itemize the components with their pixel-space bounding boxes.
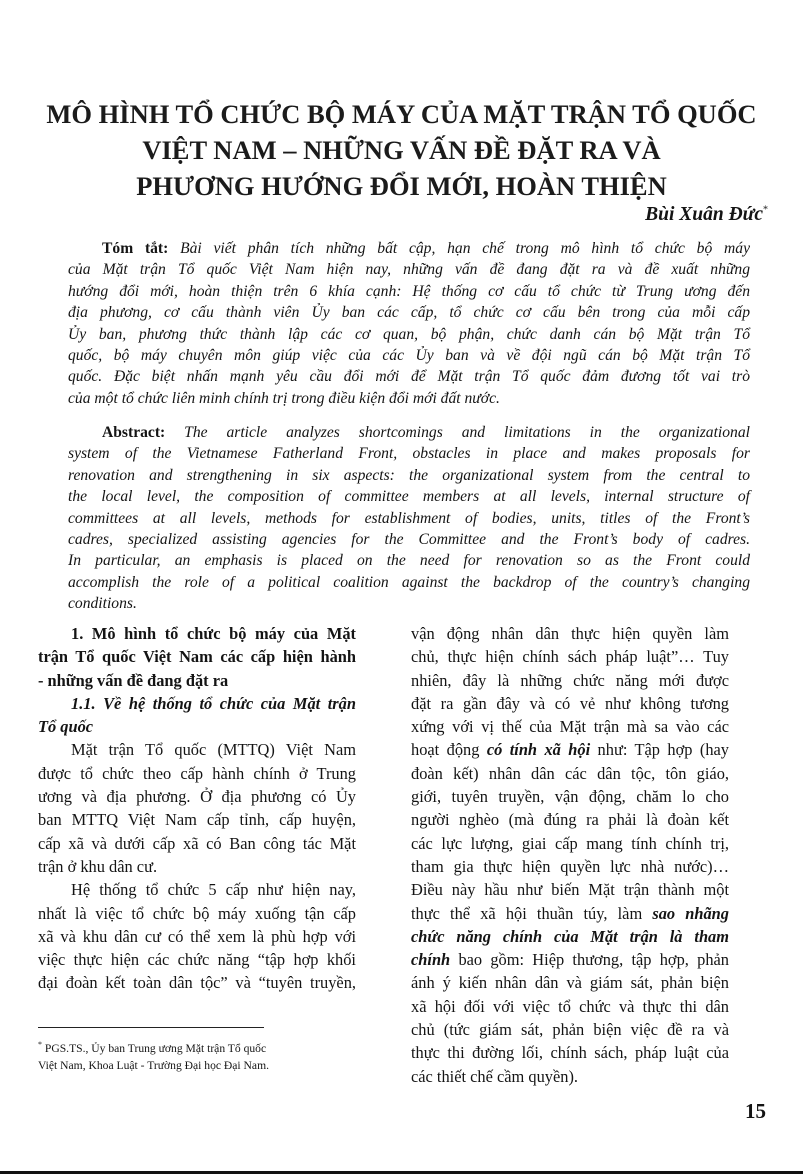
body-line: được tổ chức theo cấp hành chính ở Trung	[38, 763, 356, 783]
body-line: Mặt trận Tổ quốc (MTTQ) Việt Nam	[71, 740, 356, 760]
body-line: nhiên, đây là những chức năng mới được	[411, 670, 729, 690]
body-line: giới, tuyên truyền, vận động, chăm lo cho	[411, 787, 729, 807]
summary-vietnamese	[68, 238, 750, 409]
body-line: xã hội đối với việc tổ chức và thực thi dân	[411, 996, 729, 1016]
body-text: hoạt động	[411, 740, 487, 760]
abstract-line: In particular, an emphasis is placed on the need for renovation so as the Front could	[68, 552, 750, 570]
summary-line: của Mặt trận Tổ quốc Việt Nam hiện nay, những vấn đề đang đặt ra và đề xuất những	[68, 261, 750, 279]
title-line: PHƯƠNG HƯỚNG ĐỔI MỚI, HOÀN THIỆN	[136, 171, 667, 201]
footnote-mark: *	[38, 1040, 42, 1049]
section-heading: 1. Mô hình tổ chức bộ máy của Mặt	[71, 624, 356, 643]
summary-line: quốc, bộ máy chuyên môn giúp việc của các Ủy ban và về đội ngũ cán bộ Mặt trận Tổ	[68, 347, 750, 365]
body-line: chủ, thực hiện chính sách pháp luật”… Tuy	[411, 647, 729, 667]
body-line: người nghèo (mà đúng ra phải là đoàn kết	[411, 810, 729, 830]
abstract-line	[68, 422, 750, 443]
body-line: các lực lượng, giai cấp mang tính chính trị,	[411, 833, 729, 853]
body-line: xứng với vị thế của Mặt trận mà sa vào các	[411, 717, 729, 737]
body-line	[411, 738, 729, 761]
body-line: vận động nhân dân thực hiện quyền làm	[411, 624, 729, 643]
body-line: đoàn kết) nhân dân các dân tộc, tôn giáo,	[411, 763, 729, 783]
abstract-english	[68, 422, 750, 615]
author-name-text: Bùi Xuân Đức	[645, 204, 763, 225]
abstract-line: conditions.	[68, 595, 137, 613]
footnote-divider	[38, 1027, 264, 1028]
summary-line: Ủy ban, phương thức thành lập các cơ quan, bộ phận, chức danh cán bộ Mặt trận Tổ	[68, 325, 750, 343]
abstract-line: cadres, specialized assisting agencies for the Committee and the Front’s body of cadres.	[68, 531, 750, 549]
abstract-label: Abstract:	[102, 424, 166, 441]
subsection-heading: 1.1. Về hệ thống tổ chức của Mặt trận	[71, 693, 356, 713]
subsection-heading: Tổ quốc	[38, 717, 94, 737]
footnote	[38, 1036, 378, 1074]
bottom-border	[0, 1171, 803, 1174]
abstract-text: The article analyzes shortcomings and limitations in the organizational	[165, 424, 750, 441]
body-line: tham gia thực hiện quyền lực nhà nước)…	[411, 856, 729, 876]
abstract-line: accomplish the role of a political coalition against the backdrop of the country’s changing	[68, 573, 750, 591]
author-footnote-mark: *	[763, 204, 768, 216]
emphasis-text: sao nhãng	[652, 903, 729, 923]
body-line: ương và địa phương. Ở địa phương có Ủy	[38, 787, 356, 807]
emphasis-text: có tính xã hội	[486, 740, 591, 760]
body-line: việc thực hiện các chức năng “tập hợp khối	[38, 950, 356, 970]
section-heading: - những vấn đề đang đặt ra	[38, 670, 229, 690]
footnote-line: Việt Nam, Khoa Luật - Trường Đại học Đại Nam.	[38, 1058, 269, 1072]
body-line: các thiết chế cầm quyền).	[411, 1066, 579, 1086]
body-line: chủ (tức giám sát, phản biện việc đề ra và	[411, 1020, 729, 1040]
title-line: VIỆT NAM – NHỮNG VẤN ĐỀ ĐẶT RA VÀ	[142, 135, 661, 165]
summary-line: địa phương, cơ cấu thành viên Ủy ban các cấp, tổ chức cơ cấu bên trong của mỗi cấp	[68, 304, 750, 322]
footnote-line	[38, 1036, 378, 1057]
body-line: trận ở khu dân cư.	[38, 856, 158, 876]
body-line: đặt ra gần đây và có vẻ như không tương	[411, 693, 729, 713]
abstract-line: committees at all levels, methods for establishment of bodies, units, titles of the Front’s	[68, 509, 750, 527]
body-line: ánh ý kiến nhân dân và giám sát, phản biện	[411, 973, 729, 993]
body-text: như: Tập hợp (hay	[590, 740, 729, 760]
abstract-line: renovation and strengthening in six aspects: the organizational system from the central to	[68, 466, 750, 484]
author-name	[645, 204, 768, 226]
body-line: ban MTTQ Việt Nam cấp tỉnh, cấp huyện,	[38, 810, 356, 830]
abstract-line: system of the Vietnamese Fatherland Front, obstacles in place and makes proposals for	[68, 445, 750, 463]
footnote-text: PGS.TS., Ủy ban Trung ương Mặt trận Tổ quốc	[42, 1041, 267, 1055]
body-line	[411, 948, 729, 971]
body-line	[411, 902, 729, 925]
summary-text: Bài viết phân tích những bất cập, hạn chế trong mô hình tổ chức bộ máy	[168, 240, 751, 257]
summary-label: Tóm tắt:	[102, 240, 169, 257]
title-line: MÔ HÌNH TỔ CHỨC BỘ MÁY CỦA MẶT TRẬN TỔ QUỐC	[46, 99, 757, 129]
page-number: 15	[745, 1099, 766, 1123]
body-text: thực thể xã hội thuần túy, làm	[411, 903, 653, 923]
body-line: Điều này hầu như biến Mặt trận thành một	[411, 880, 729, 900]
body-line: xã và khu dân cư có thể xem là phù hợp với	[38, 926, 356, 946]
body-line: thực thi đường lối, chính sách, pháp luật của	[411, 1043, 729, 1063]
right-column	[411, 622, 729, 1088]
summary-line: quốc. Đặc biệt nhấn mạnh yêu cầu đổi mới để Mặt trận Tổ quốc đảm đương tốt vai trò	[68, 368, 750, 386]
abstract-line: the local level, the composition of committee members at all levels, internal structure of	[68, 488, 750, 506]
summary-line: hướng đổi mới, hoàn thiện trên 6 khía cạnh: Hệ thống cơ cấu tổ chức từ Trung ương đến	[68, 282, 750, 300]
body-line: đại đoàn kết toàn dân tộc” và “tuyên truyền,	[38, 973, 356, 993]
body-line: Hệ thống tổ chức 5 cấp như hiện nay,	[71, 880, 356, 900]
section-heading: trận Tổ quốc Việt Nam các cấp hiện hành	[38, 647, 356, 667]
summary-line	[68, 238, 750, 259]
summary-line: của một tổ chức liên minh chính trị trong điều kiện đổi mới đất nước.	[68, 389, 500, 407]
body-line: cấp xã và dưới cấp xã có Ban công tác Mặt	[38, 833, 356, 853]
body-line: nhất là việc tổ chức bộ máy xuống tận cấp	[38, 903, 356, 923]
left-column	[38, 622, 356, 995]
body-text: bao gồm: Hiệp thương, tập hợp, phản	[450, 950, 729, 970]
article-title	[30, 96, 773, 204]
emphasis-text: chính	[411, 950, 451, 970]
emphasis-line: chức năng chính của Mặt trận là tham	[411, 926, 729, 946]
